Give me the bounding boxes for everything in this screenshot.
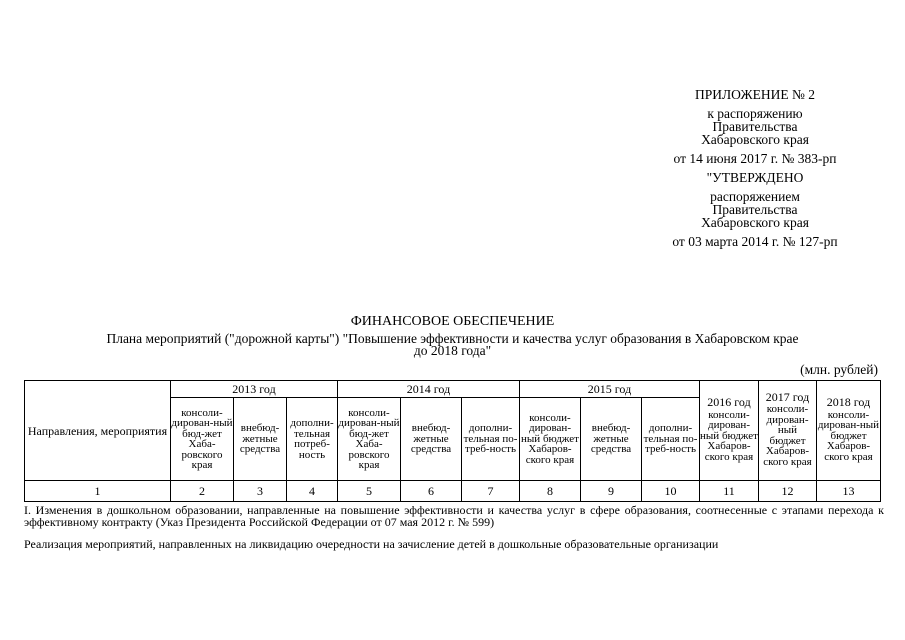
column-number-row (25, 481, 881, 502)
column-header: дополни-тельная по-треб-ность (642, 398, 700, 481)
financing-table (24, 380, 881, 502)
year-header-2014: 2014 год (338, 381, 520, 398)
column-header: внебюд-жетные средства (581, 398, 642, 481)
approved-line: Правительства (712, 202, 798, 217)
column-number: 3 (234, 481, 287, 502)
column-number: 8 (520, 481, 581, 502)
unit-label: (млн. рублей) (800, 362, 878, 377)
year-label-2016: 2016 год (707, 395, 751, 409)
year-header-2015: 2015 год (520, 381, 700, 398)
column-header: консоли-дирован-ный бюд-жет Хаба-ровского края (171, 398, 234, 481)
column-number: 6 (401, 481, 462, 502)
direction-header: Направления, мероприятия (25, 381, 171, 481)
appendix-line: к распоряжению (707, 106, 803, 121)
year-header-2017 (759, 381, 817, 481)
subtitle-line-2: до 2018 года" (413, 343, 492, 358)
column-header: внебюд-жетные средства (401, 398, 462, 481)
approved-line: Хабаровского края (701, 215, 809, 230)
column-header: консоли-дирован-ный бюджет Хабаров-ского края (700, 408, 758, 463)
column-header: консоли-дирован-ный бюджет Хабаров-ского края (817, 408, 880, 463)
column-number: 11 (700, 481, 759, 502)
section-heading: I. Изменения в дошкольном образовании, направленные на повышение эффективности и качества услуг в сфере образования, соотнесенные с этапами перехода к эффективному контракту (Указ Президента Российской Федерации от 07 мая 2012 г. № 599) (24, 503, 884, 529)
column-header: внебюд-жетные средства (234, 398, 287, 481)
column-number: 12 (759, 481, 817, 502)
column-header: дополни-тельная потреб-ность (287, 398, 338, 481)
column-header: консоли-дирован-ный бюд-жет Хаба-ровского края (338, 398, 401, 481)
year-label-2017: 2017 год (765, 389, 810, 404)
appendix-date: от 14 июня 2017 г. № 383-рп (673, 151, 837, 166)
appendix-block (620, 88, 890, 248)
approved-label: "УТВЕРЖДЕНО (706, 170, 804, 185)
document-subtitle (60, 333, 845, 357)
approved-date: от 03 марта 2014 г. № 127-рп (672, 234, 838, 249)
year-header-2013: 2013 год (171, 381, 338, 398)
column-number: 7 (462, 481, 520, 502)
column-header: дополни-тельная по-треб-ность (462, 398, 520, 481)
appendix-line: Правительства (712, 119, 798, 134)
year-header-2016 (700, 381, 759, 481)
column-number: 13 (817, 481, 881, 502)
column-number: 5 (338, 481, 401, 502)
year-header-2018 (817, 381, 881, 481)
year-label-2018: 2018 год (826, 395, 871, 409)
appendix-line: Хабаровского края (701, 132, 809, 147)
column-header: консоли-дирован-ный бюджет Хабаров-ского края (520, 398, 581, 481)
subsection-heading: Реализация мероприятий, направленных на ликвидацию очередности на зачисление детей в дошкольные образовательные организации (24, 537, 719, 551)
column-number: 10 (642, 481, 700, 502)
column-number: 2 (171, 481, 234, 502)
column-number: 4 (287, 481, 338, 502)
subtitle-line-1: Плана мероприятий ("дорожной карты") "Повышение эффективности и качества услуг образования в Хабаровском крае (106, 331, 799, 346)
approved-line: распоряжением (710, 189, 800, 204)
document-title: ФИНАНСОВОЕ ОБЕСПЕЧЕНИЕ (350, 314, 555, 329)
appendix-title: ПРИЛОЖЕНИЕ № 2 (694, 87, 816, 102)
column-header: консоли-дирован-ный бюджет Хабаров-ского края (763, 403, 812, 468)
column-number: 1 (25, 481, 171, 502)
column-number: 9 (581, 481, 642, 502)
